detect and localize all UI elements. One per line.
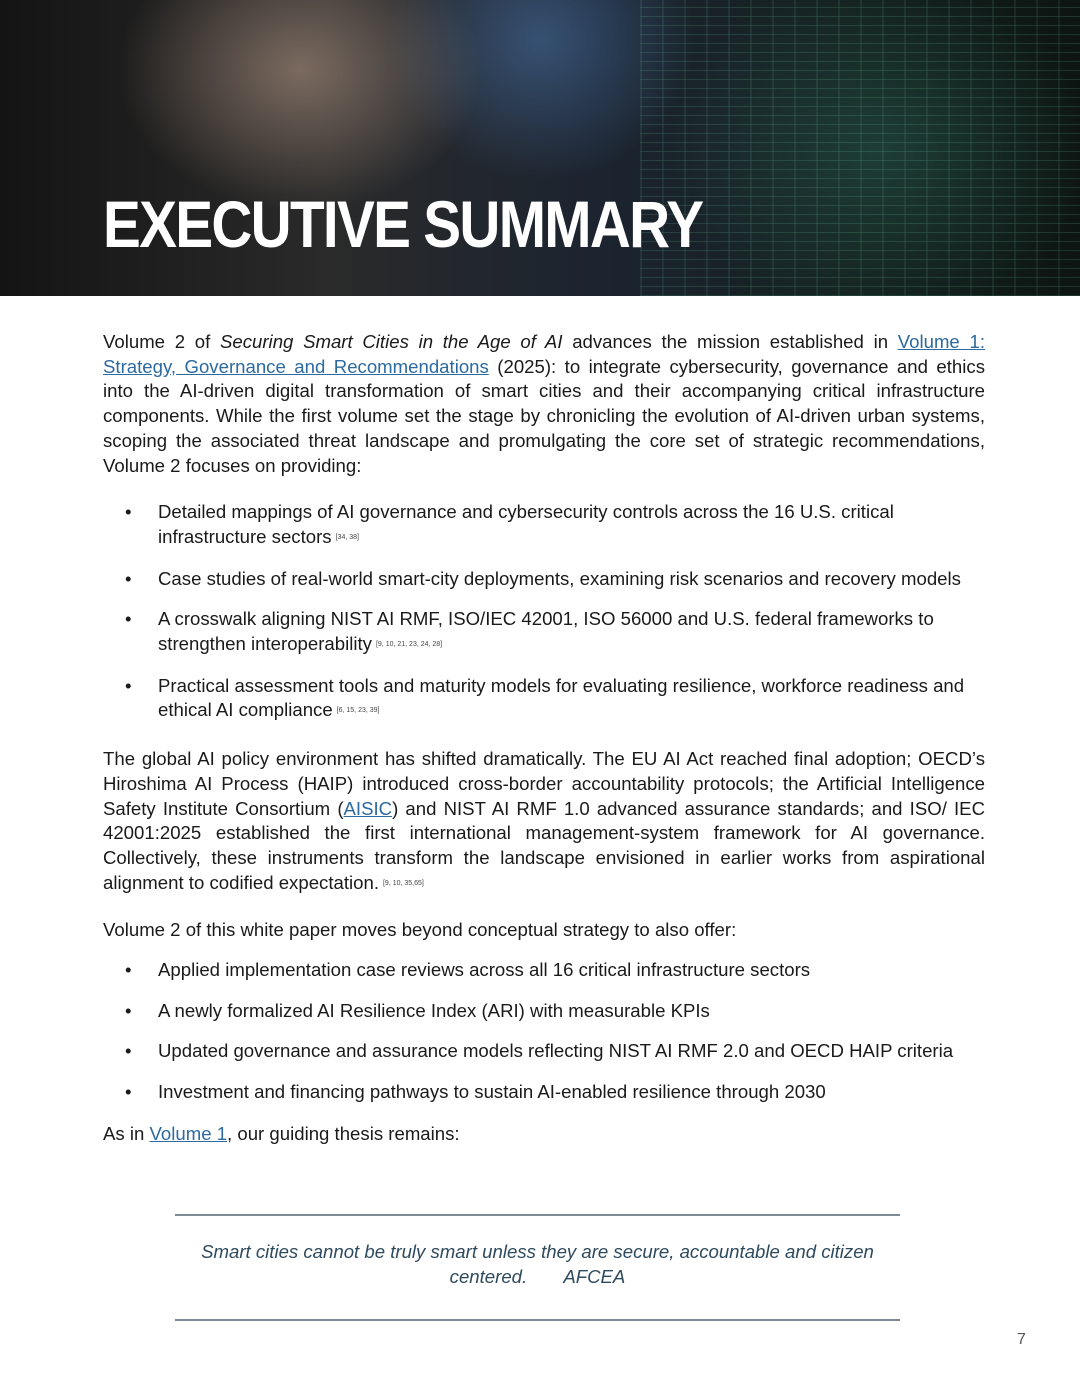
list-item: • Updated governance and assurance models reflecting NIST AI RMF 2.0 and OECD HAIP criteria <box>103 1039 985 1064</box>
main-content <box>103 330 985 1169</box>
citation: [34, 38] <box>335 533 359 541</box>
quote-text: Smart cities cannot be truly smart unless they are secure, accountable and citizen centered. <box>201 1241 874 1287</box>
citation: [9, 10, 35,65] <box>382 879 424 887</box>
citation: [6, 15, 23, 39] <box>336 707 380 715</box>
provisions-list <box>103 500 985 724</box>
list-item: • Applied implementation case reviews across all 16 critical infrastructure sectors <box>103 958 985 983</box>
data-screen-graphic <box>640 0 1080 296</box>
citation: [9, 10, 21, 23, 24, 28] <box>375 641 443 649</box>
list-item: • Case studies of real-world smart-city deployments, examining risk scenarios and recovery models <box>103 567 985 592</box>
offer-intro: Volume 2 of this white paper moves beyond conceptual strategy to also offer: <box>103 919 737 941</box>
aisic-link[interactable]: AISIC <box>343 797 393 819</box>
pull-quote <box>175 1214 900 1321</box>
thesis-intro: As in Volume 1, our guiding thesis remains: <box>103 1122 460 1144</box>
list-item: • A newly formalized AI Resilience Index (ARI) with measurable KPIs <box>103 999 985 1024</box>
intro-paragraph: Volume 2 of Securing Smart Cities in the Age of AI advances the mission established in Volume 1: Strategy, Governance and Recommendations (2025): to integrate cybersecurity, governance and ethics into the AI-driven digital transformation of smart cities and their accompanying critical infrastructure components. While the first volume set the stage by chronicling the evolution of AI-driven urban systems, scoping the associated threat landscape and promulgating the core set of strategic recommendations, Volume 2 focuses on providing: <box>103 331 986 476</box>
quote-source: AFCEA <box>563 1265 626 1287</box>
offer-list <box>103 958 985 1105</box>
list-item: • Investment and financing pathways to sustain AI-enabled resilience through 2030 <box>103 1080 985 1105</box>
list-item: • Detailed mappings of AI governance and cybersecurity controls across the 16 U.S. critical infrastructure sectors [34, 38] <box>103 500 985 550</box>
volume1-link-2[interactable]: Volume 1 <box>149 1122 228 1144</box>
header-banner-image <box>0 0 1080 296</box>
page-title: EXECUTIVE SUMMARY <box>103 187 703 261</box>
list-item: • Practical assessment tools and maturity models for evaluating resilience, workforce readiness and ethical AI compliance [6, 15, 23, 39] <box>103 674 985 724</box>
policy-paragraph: The global AI policy environment has shifted dramatically. The EU AI Act reached final adoption; OECD’s Hiroshima AI Process (HAIP) introduced cross-border accountability protocols; the Artificial Intelligence Safety Institute Consortium (AISIC) and NIST AI RMF 1.0 advanced assurance standards; and ISO/ IEC 42001:2025 established the first international management-system framework for AI governance. Collectively, these instruments transform the landscape envisioned in earlier works from aspirational alignment to codified expectation. [9, 10, 35,65] <box>103 748 985 893</box>
page-number: 7 <box>1017 1331 1026 1348</box>
volume1-link[interactable]: Volume 1: Strategy, Governance and Recommendations <box>103 331 985 377</box>
list-item: • A crosswalk aligning NIST AI RMF, ISO/IEC 42001, ISO 56000 and U.S. federal frameworks to strengthen interoperability [9, 10, 21, 23, 24, 28] <box>103 607 985 657</box>
